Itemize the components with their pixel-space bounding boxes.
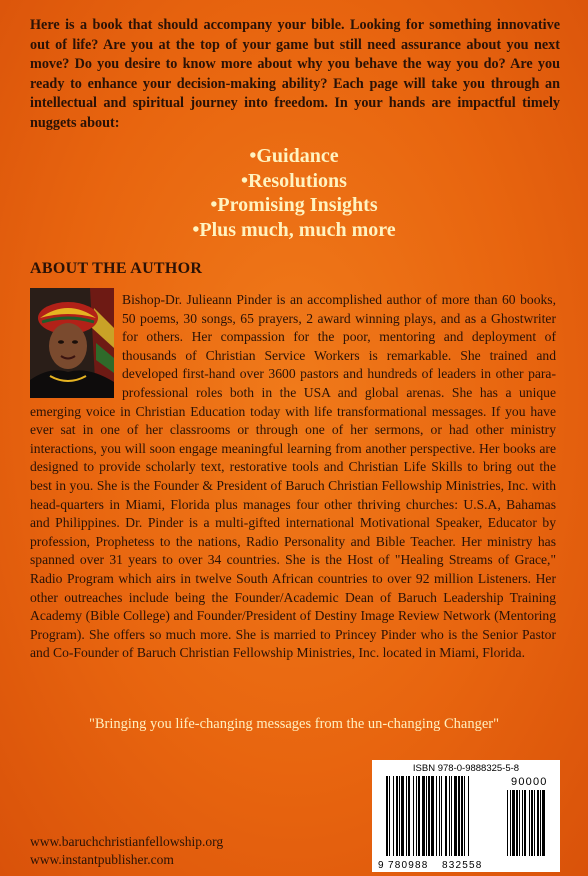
barcode-bar [396,776,398,856]
barcode-bar [449,776,450,856]
barcode-bar [428,776,430,856]
url-instantpublisher[interactable]: www.instantpublisher.com [30,852,174,867]
photo-spacer [30,291,122,397]
url-baruch[interactable]: www.baruchchristianfellowship.org [30,834,224,849]
barcode-bar [399,776,400,856]
isbn-barcode [372,760,560,872]
barcode-bar [413,776,414,856]
barcode-bar [445,776,447,856]
price-barcode-bar [519,790,520,856]
barcode-lead-digit: 9 [378,860,384,871]
barcode-group-2: 832558 [442,860,483,871]
barcode-bar [439,776,440,856]
isbn-label: ISBN 978-0-9888325-5-8 [412,763,520,774]
price-barcode-bar [531,790,533,856]
barcode-bar [406,776,407,856]
barcode-bar [468,776,469,856]
about-author-heading: ABOUT THE AUTHOR [30,260,203,277]
price-barcode-bar [537,790,539,856]
bullet-resolutions: •Resolutions [241,169,347,192]
barcode-bar [464,776,465,856]
price-barcode-bar [529,790,530,856]
barcode-bar [426,776,427,856]
price-barcode-bar [542,790,545,856]
barcode-bar [458,776,460,856]
author-bio [30,291,556,663]
barcode-graphic [372,760,560,872]
highlights-list [0,144,588,242]
barcode-bar [401,776,404,856]
barcode-bar [451,776,452,856]
price-barcode-bar [510,790,511,856]
barcode-bar [454,776,457,856]
barcode-bar [436,776,437,856]
bullet-promising-insights: •Promising Insights [210,194,378,217]
barcode-bar [416,776,417,856]
bullet-plus-more: •Plus much, much more [192,218,396,241]
price-barcode-bar [522,790,523,856]
tagline: "Bringing you life-changing messages from the un-changing Changer" [88,716,500,732]
barcode-bar [461,776,463,856]
intro-paragraph: Here is a book that should accompany your bible. Looking for something innovative out of life? Are you at the top of your game but still need assurance about you next move? Do you desire to know more about why you behave the way you do? Are you ready to enhance your decision-making ability? Each page will take you through an intellectual and spiritual journey into freedom. In your hands are impactful timely nuggets about: [30,17,560,131]
barcode-price-code: 90000 [511,776,548,788]
barcode-bar [393,776,394,856]
barcode-group-1: 780988 [388,860,429,871]
website-links [30,833,223,869]
barcode-bar [441,776,442,856]
price-barcode-bar [524,790,526,856]
price-barcode-bar [516,790,518,856]
price-barcode-bar [507,790,508,856]
price-barcode-bar [540,790,541,856]
price-barcode-bar [512,790,515,856]
barcode-bar [418,776,420,856]
barcode-bar [431,776,434,856]
barcode-bar [389,776,390,856]
author-bio-text: Bishop-Dr. Julieann Pinder is an accomplished author of more than 60 books, 50 poems, 30 songs, 65 prayers, 2 award winning plays, and as a Ghostwriter for others. Her compassion for the poor, mentoring and deployment of thousands of Christian Service Workers is remarkable. She trained and developed first-hand over 3600 pastors and hundreds of leaders in other para-professional roles both in the USA and global arenas. She has a unique emerging voice in Christian Education today with life transformational messages. If you have ever sat in one of her classrooms or through one of her sermons, or had other ministry interactions, you will soon engage meaningful learning from another perspective. Her books are designed to provide scholarly text, restorative tools and Christian Life Skills to bring out the best in you. She is the Founder & President of Baruch Christian Fellowship Ministries, Inc. with head-quarters in Miami, Florida plus manages four other thriving churches: U.S.A, Bahamas and Philippines. Dr. Pinder is a multi-gifted international Motivational Speaker, Educator by profession, Prophetess to the nations, Radio Personality and Bible Teacher. Her ministry has spanned over 31 years to over 34 countries. She is the Host of "Healing Streams of Grace," Radio Program which airs in twelve South African countries to over 92 million Listeners. Her other outreaches include being the Founder/Academic Dean of Baruch Leadership Training Academy (Bible College) and Founder/President of Destiny Image Review Network (Mentoring Program). She offers so much more. She is married to Princey Pinder who is the Senior Pastor and Co-Founder of Baruch Christian Fellowship Ministries, Inc. located in Miami, Florida. [30,292,556,661]
price-barcode-bar [534,790,535,856]
bullet-guidance: •Guidance [249,145,339,167]
barcode-bar [422,776,425,856]
barcode-bar [408,776,410,856]
barcode-bar [386,776,388,856]
